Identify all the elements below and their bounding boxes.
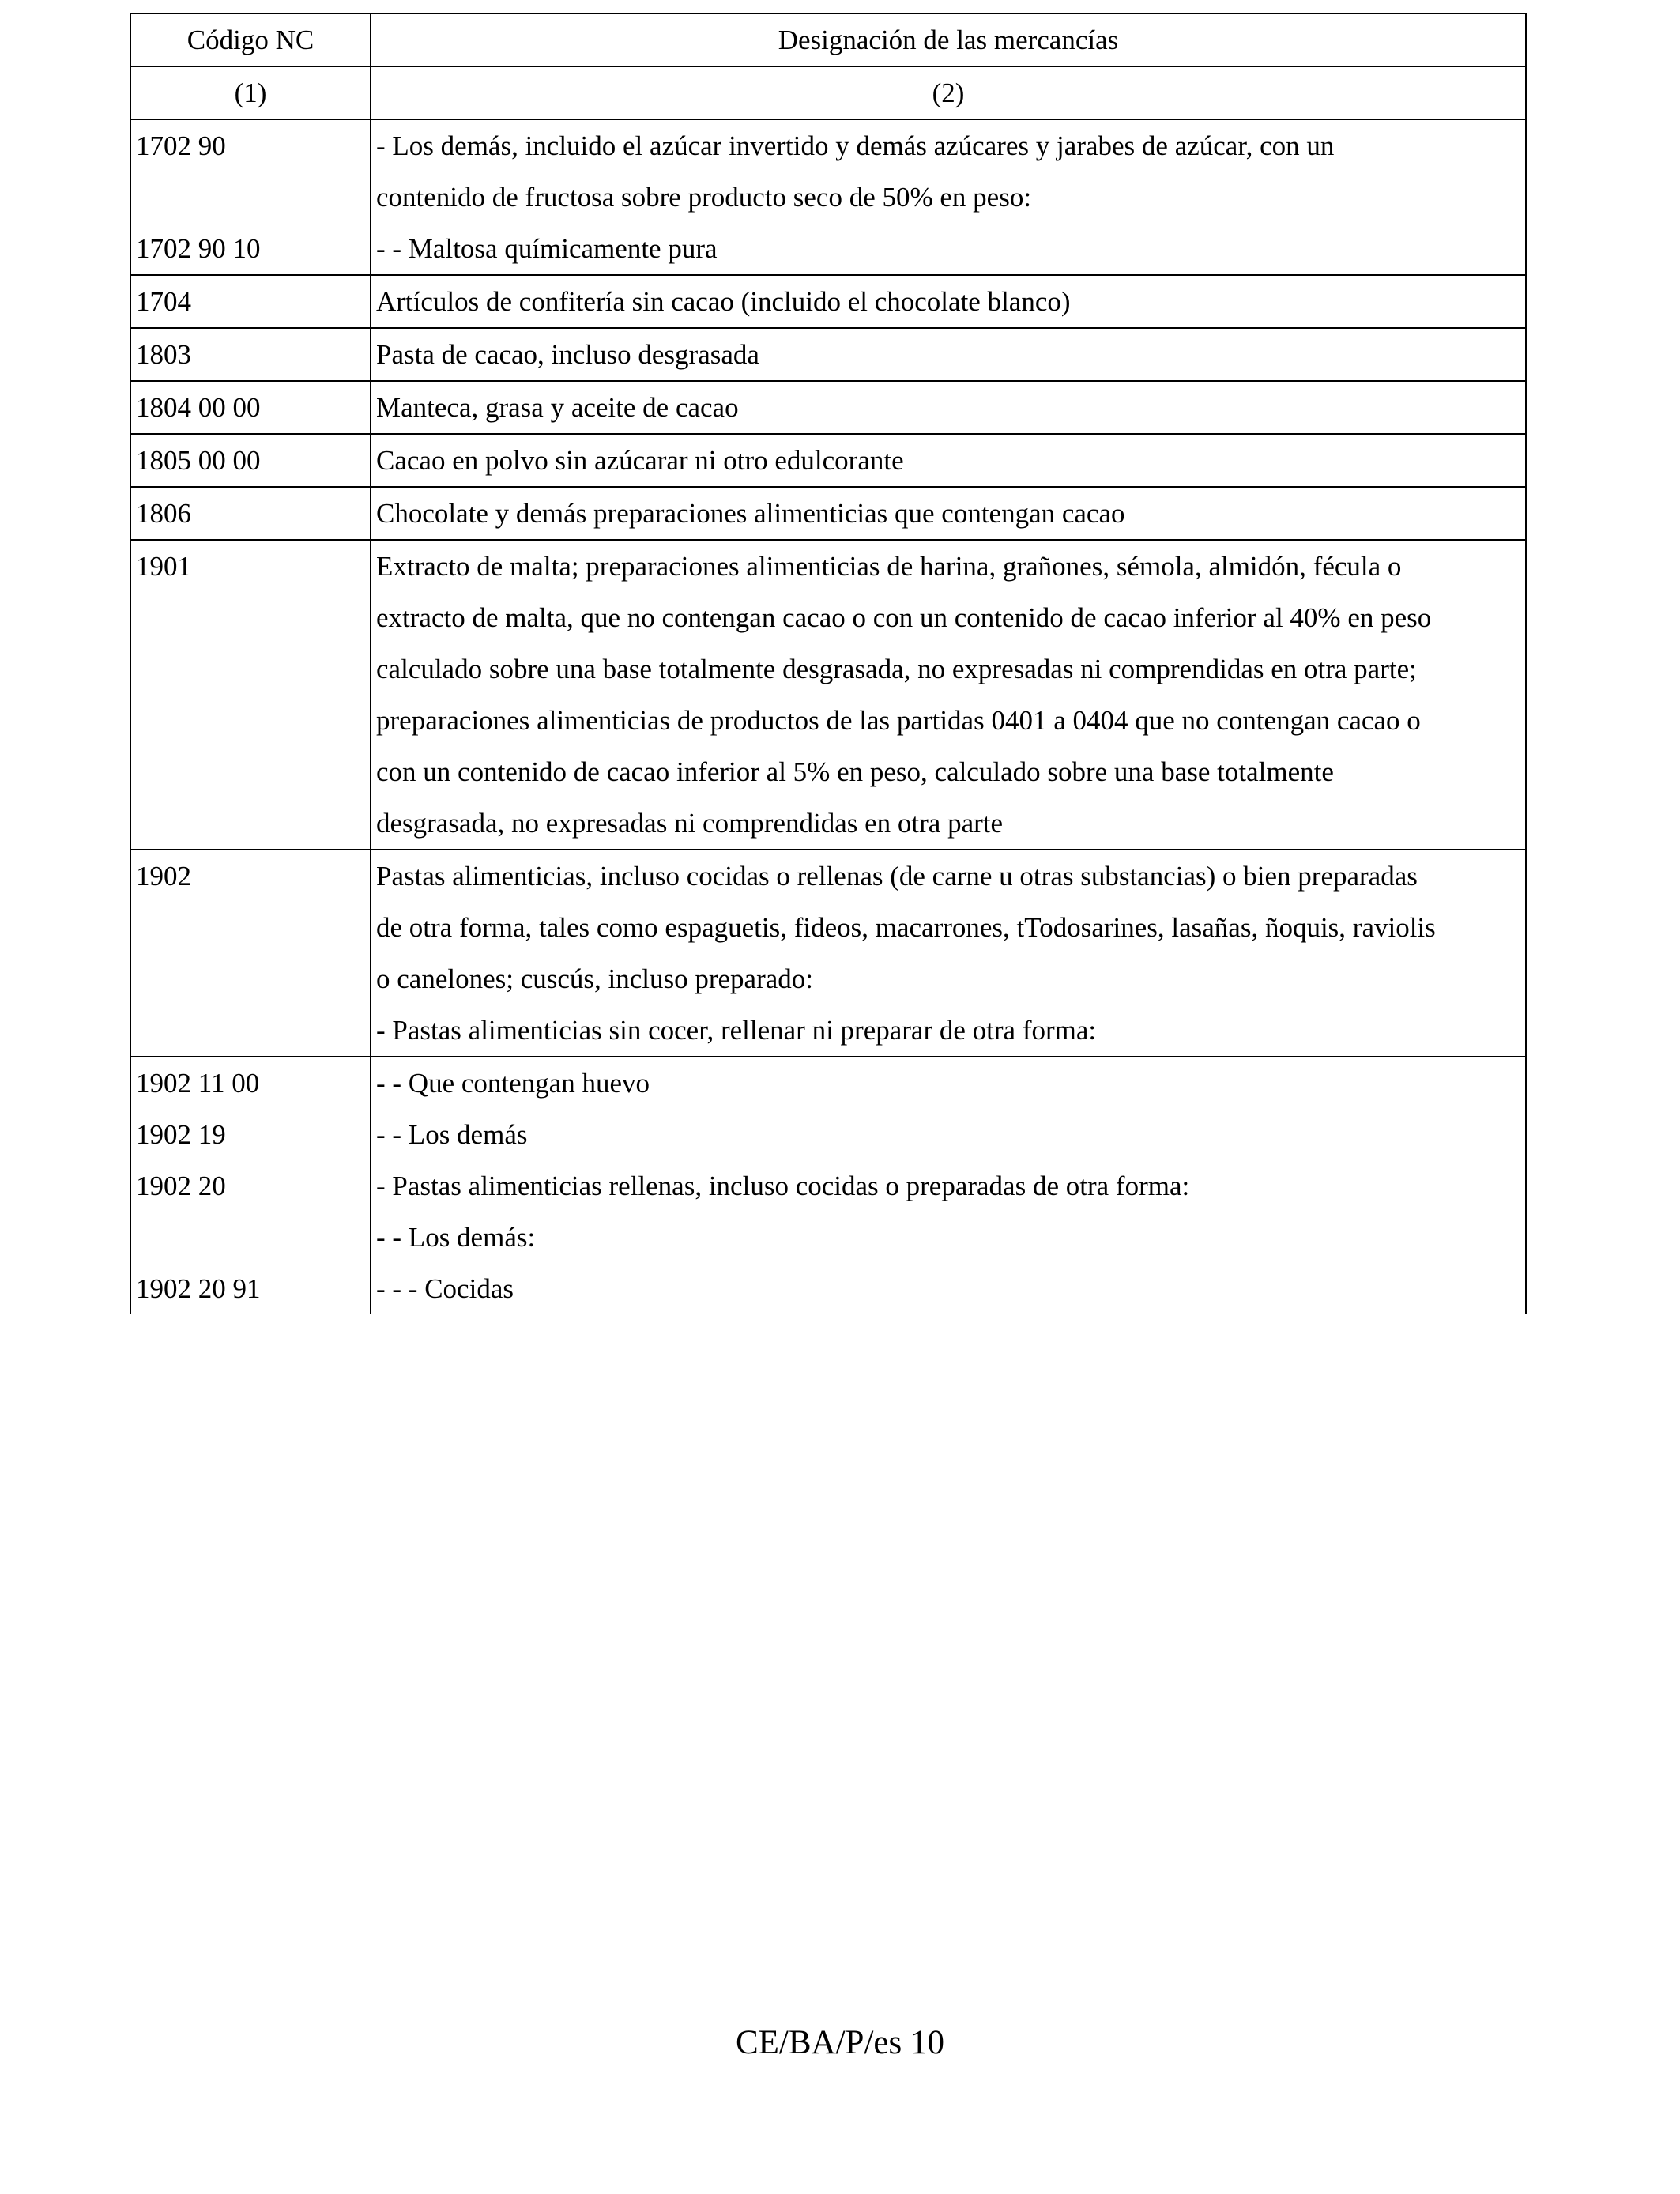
table-row xyxy=(130,1057,1526,1314)
nc-code: 1702 90 10 xyxy=(136,233,261,264)
table-row xyxy=(130,275,1526,328)
description-line: calculado sobre una base totalmente desgrasada, no expresadas ni comprendidas en otra parte; xyxy=(376,654,1417,684)
nc-code: 1902 xyxy=(136,861,191,892)
description-cell xyxy=(371,328,1526,381)
description-line: Cacao en polvo sin azúcarar ni otro edulcorante xyxy=(376,445,904,476)
description-cell xyxy=(371,434,1526,487)
description-line: preparaciones alimenticias de productos de las partidas 0401 a 0404 que no contengan cacao o xyxy=(376,705,1421,736)
description-line: desgrasada, no expresadas ni comprendidas en otra parte xyxy=(376,808,1004,839)
column-number-1 xyxy=(130,66,371,119)
nc-code: 1901 xyxy=(136,551,191,582)
nc-code: 1902 19 xyxy=(136,1119,226,1150)
table-row xyxy=(130,434,1526,487)
column-number-2-label: (2) xyxy=(932,77,965,108)
description-cell xyxy=(371,1057,1526,1314)
nc-code xyxy=(136,172,365,223)
description-cell xyxy=(371,540,1526,850)
header-description xyxy=(371,13,1526,66)
nc-code xyxy=(136,1212,365,1263)
code-cell xyxy=(130,275,371,328)
description-line: - Los demás, incluido el azúcar invertido y demás azúcares y jarabes de azúcar, con un xyxy=(376,130,1335,161)
nc-code: 1803 xyxy=(136,339,191,370)
code-cell xyxy=(130,434,371,487)
code-cell xyxy=(130,119,371,275)
description-cell xyxy=(371,275,1526,328)
description-line: - - Maltosa químicamente pura xyxy=(376,233,718,264)
description-line: Extracto de malta; preparaciones alimenticias de harina, grañones, sémola, almidón, fécula o xyxy=(376,551,1402,582)
code-cell xyxy=(130,850,371,1057)
page-reference: CE/BA/P/es 10 xyxy=(735,2024,944,2061)
description-line: - - Los demás: xyxy=(376,1222,536,1253)
description-line: de otra forma, tales como espaguetis, fideos, macarrones, tTodosarines, lasañas, ñoquis, raviolis xyxy=(376,912,1436,943)
description-line: Pastas alimenticias, incluso cocidas o rellenas (de carne u otras substancias) o bien preparadas xyxy=(376,861,1418,892)
table-row xyxy=(130,328,1526,381)
description-cell xyxy=(371,119,1526,275)
header-code xyxy=(130,13,371,66)
table-row xyxy=(130,381,1526,434)
description-line: con un contenido de cacao inferior al 5% en peso, calculado sobre una base totalmente xyxy=(376,756,1334,787)
column-number-row xyxy=(130,66,1526,119)
column-number-1-label: (1) xyxy=(234,77,267,108)
description-cell xyxy=(371,850,1526,1057)
code-cell xyxy=(130,540,371,850)
nc-code: 1804 00 00 xyxy=(136,392,261,423)
description-line: - - Los demás xyxy=(376,1119,528,1150)
table-row xyxy=(130,540,1526,850)
code-cell xyxy=(130,381,371,434)
description-cell xyxy=(371,381,1526,434)
nc-code: 1902 11 00 xyxy=(136,1068,260,1099)
header-code-label: Código NC xyxy=(186,25,315,55)
header-description-label: Designación de las mercancías xyxy=(778,25,1119,55)
nc-code: 1902 20 xyxy=(136,1171,226,1201)
description-line: Chocolate y demás preparaciones alimenticias que contengan cacao xyxy=(376,498,1125,529)
column-number-2 xyxy=(371,66,1526,119)
table-row xyxy=(130,850,1526,1057)
page-footer xyxy=(0,2019,1680,2067)
description-line: contenido de fructosa sobre producto seco de 50% en peso: xyxy=(376,182,1032,213)
code-cell xyxy=(130,1057,371,1314)
nc-code: 1806 xyxy=(136,498,191,529)
code-cell xyxy=(130,328,371,381)
description-line: o canelones; cuscús, incluso preparado: xyxy=(376,963,814,994)
nc-code: 1702 90 xyxy=(136,130,226,161)
description-line: - - - Cocidas xyxy=(376,1273,514,1304)
tariff-table xyxy=(130,13,1527,1314)
nc-code: 1902 20 91 xyxy=(136,1273,261,1304)
description-line: Pasta de cacao, incluso desgrasada xyxy=(376,339,759,370)
description-line: Artículos de confitería sin cacao (incluido el chocolate blanco) xyxy=(376,286,1071,317)
code-cell xyxy=(130,487,371,540)
description-cell xyxy=(371,487,1526,540)
description-line: - - Que contengan huevo xyxy=(376,1068,650,1099)
nc-code: 1704 xyxy=(136,286,191,317)
description-line: extracto de malta, que no contengan cacao o con un contenido de cacao inferior al 40% en peso xyxy=(376,602,1432,633)
table-row xyxy=(130,487,1526,540)
description-line: - Pastas alimenticias sin cocer, rellenar ni preparar de otra forma: xyxy=(376,1015,1097,1046)
description-line: Manteca, grasa y aceite de cacao xyxy=(376,392,739,423)
nc-code: 1805 00 00 xyxy=(136,445,261,476)
table-row xyxy=(130,119,1526,275)
description-line: - Pastas alimenticias rellenas, incluso cocidas o preparadas de otra forma: xyxy=(376,1171,1190,1201)
header-row xyxy=(130,13,1526,66)
